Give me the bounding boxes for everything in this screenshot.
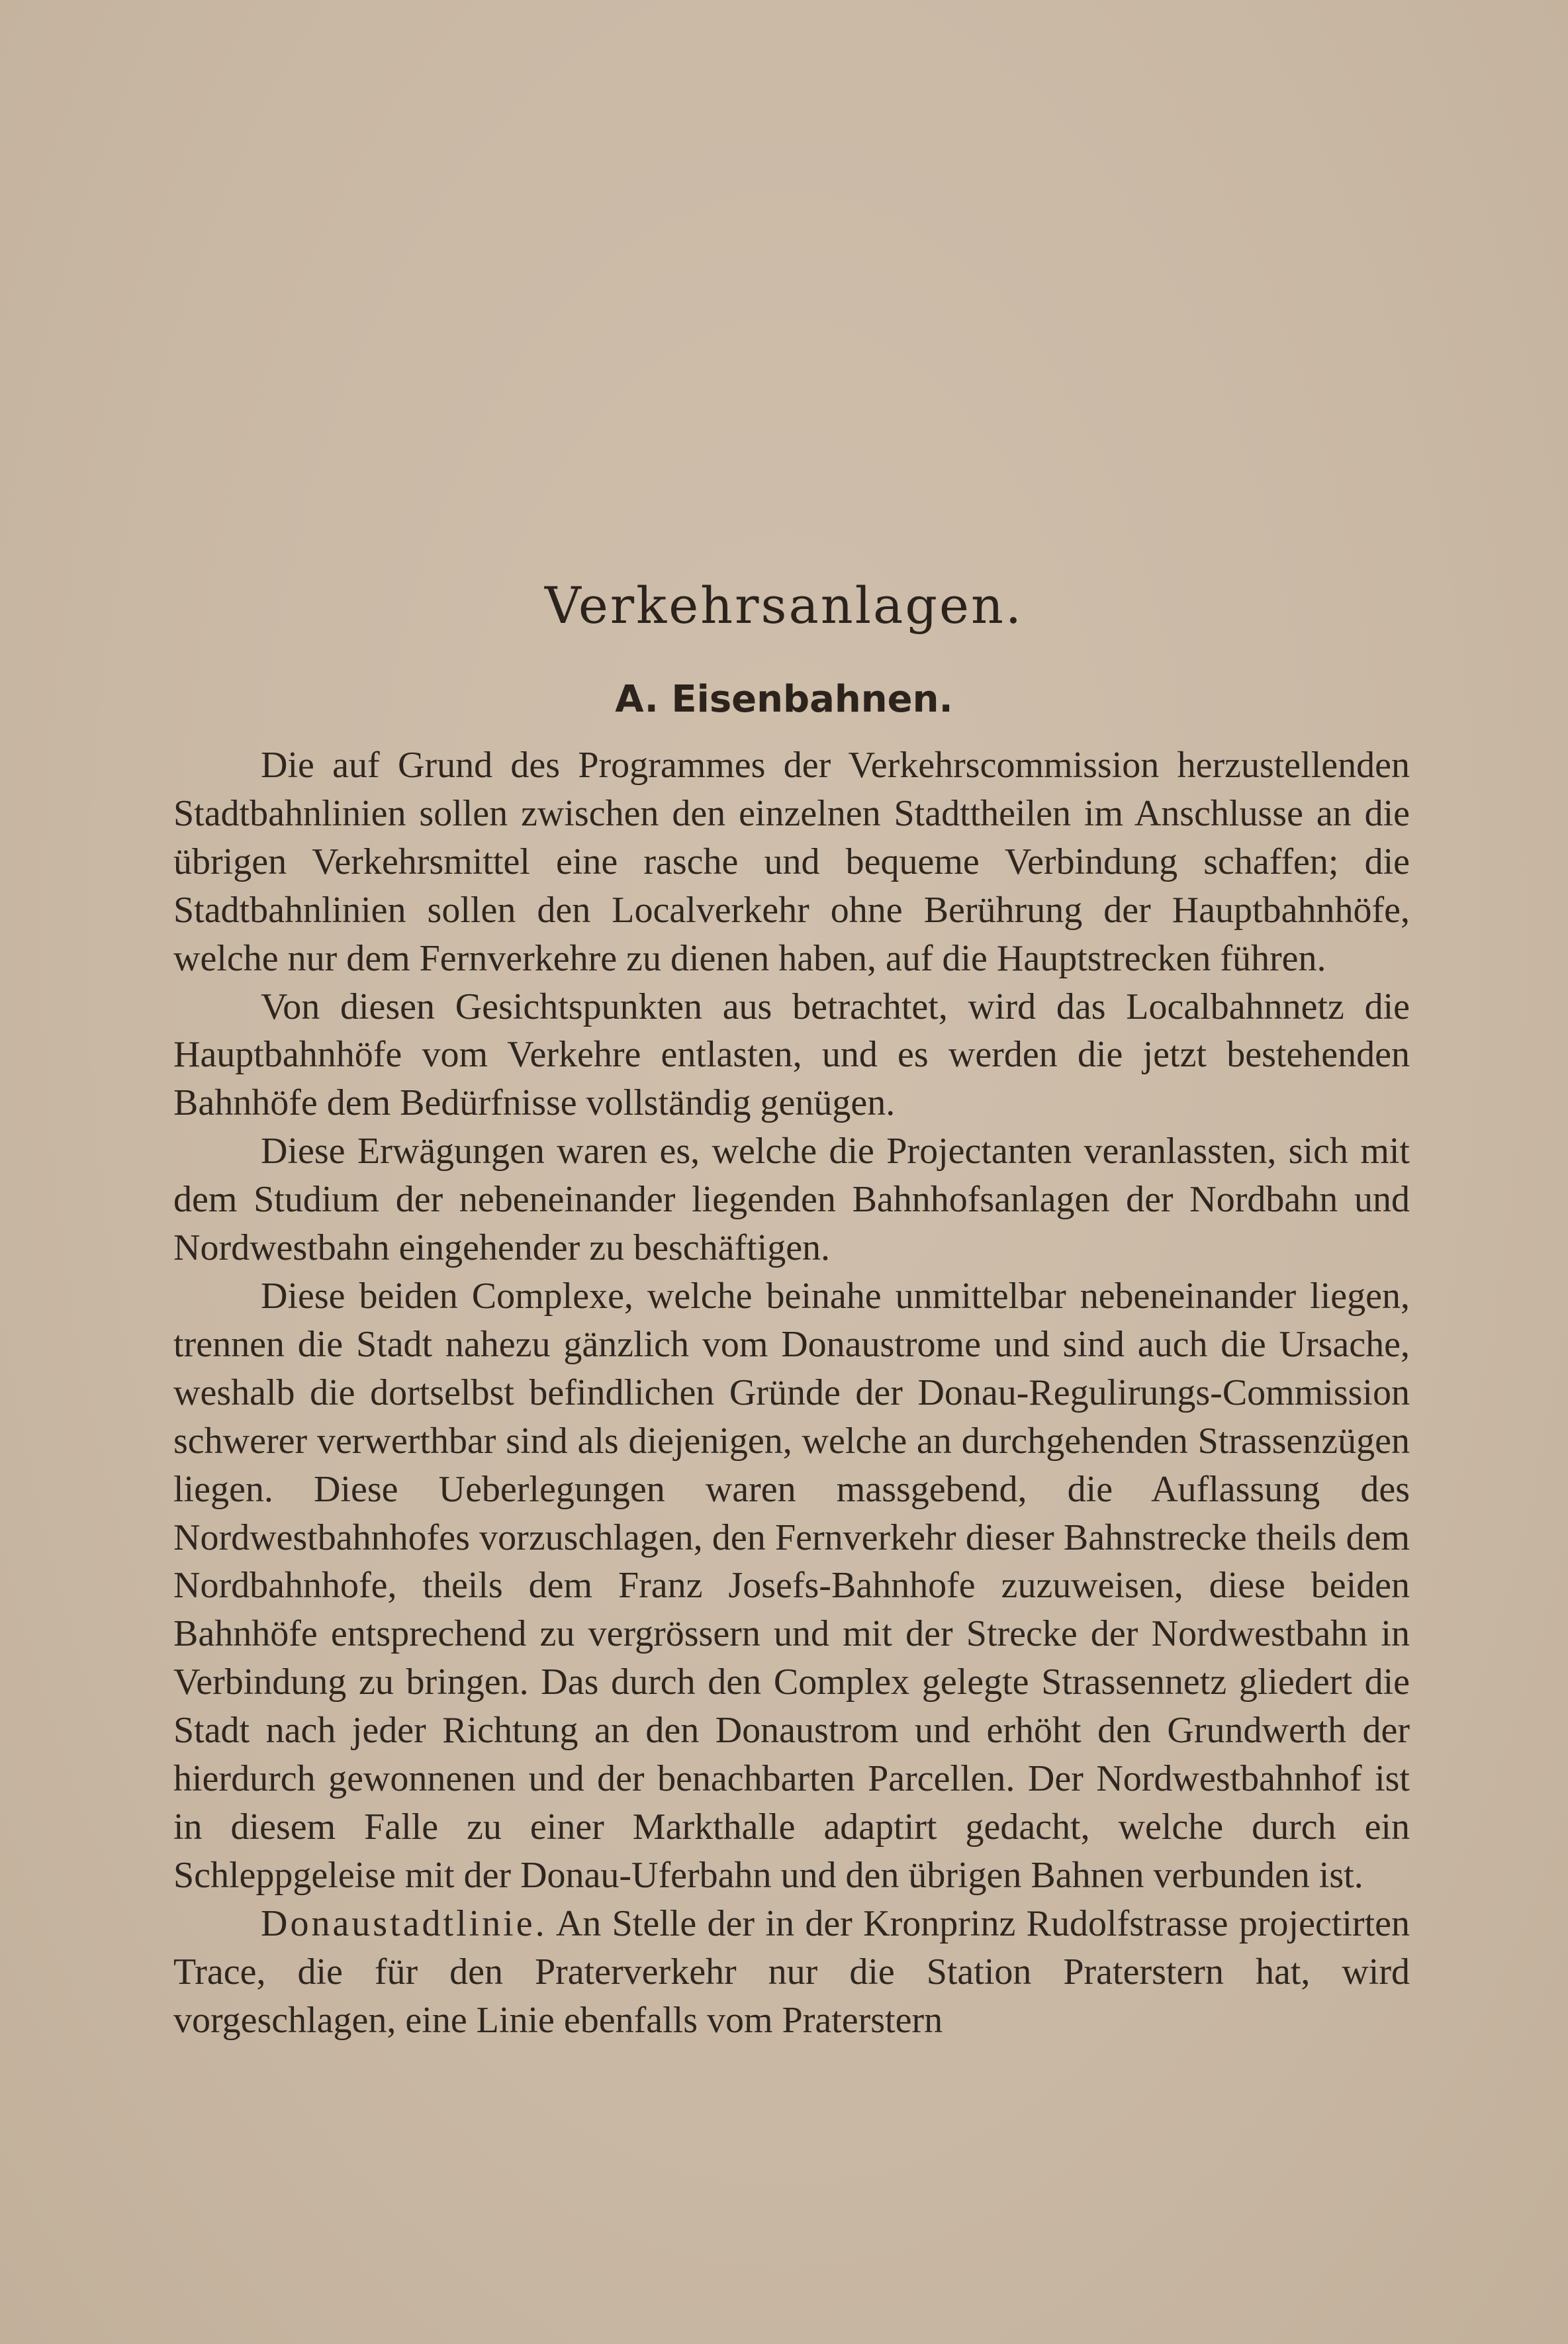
body-text <box>173 741 1410 2044</box>
paragraph <box>173 1900 1410 2045</box>
paragraph-text: An Stelle der in der Kronprinz Rudolfstrasse projectirten Trace, die für den Praterverkehr nur die Station Praterstern hat, wird vorgeschlagen, eine Linie ebenfalls vom Praterstern <box>173 1902 1410 2041</box>
page-title: Verkehrsanlagen. <box>544 576 1024 635</box>
section-heading: A. Eisenbahnen. <box>615 678 953 721</box>
paragraph-text: Die auf Grund des Programmes der Verkehrscommission herzustellenden Stadtbahnlinien sollen zwischen den einzelnen Stadttheilen im Anschlusse an die übrigen Verkehrsmittel eine rasche und bequeme Verbindung schaffen; die Stadtbahnlinien sollen den Localverkehr ohne Berührung der Hauptbahnhöfe, welche nur dem Fernverkehre zu dienen haben, auf die Hauptstrecken führen. <box>173 745 1410 979</box>
paragraph-text: Diese Erwägungen waren es, welche die Projectanten veranlassten, sich mit dem Studium der nebeneinander liegenden Bahnhofsanlagen der Nordbahn und Nordwestbahn eingehender zu beschäftigen. <box>173 1131 1410 1269</box>
paragraph-text: Von diesen Gesichtspunkten aus betrachtet, wird das Localbahnnetz die Hauptbahnhöfe vom Verkehre entlasten, und es werden die jetzt bestehenden Bahnhöfe dem Bedürfnisse vollständig genügen. <box>173 986 1410 1124</box>
paragraph-lead: Donaustadtlinie. <box>261 1902 547 1944</box>
paragraph-text: Diese beiden Complexe, welche beinahe unmittelbar nebeneinander liegen, trennen die Stadt nahezu gänzlich vom Donaustrome und sind auch die Ursache, weshalb die dortselbst befindlichen Gründe der Donau-Regulirungs-Commission schwerer verwerthbar sind als diejenigen, welche an durchgehenden Strassenzügen liegen. Diese Ueberlegungen waren massgebend, die Auflassung des Nordwestbahnhofes vorzuschlagen, den Fernverkehr dieser Bahnstrecke theils dem Nordbahnhofe, theils dem Franz Josefs-Bahnhofe zuzuweisen, diese beiden Bahnhöfe entsprechend zu vergrössern und mit der Strecke der Nordwestbahn in Verbindung zu bringen. Das durch den Complex gelegte Strassennetz gliedert die Stadt nach jeder Richtung an den Donaustrom und erhöht den Grundwerth der hierdurch gewonnenen und der benachbarten Parcellen. Der Nordwestbahnhof ist in diesem Falle zu einer Markthalle adaptirt gedacht, welche durch ein Schleppgeleise mit der Donau-Uferbahn und den übrigen Bahnen verbunden ist. <box>173 1275 1410 1896</box>
paragraph <box>173 983 1410 1128</box>
paragraph <box>173 1127 1410 1272</box>
paragraph <box>173 1272 1410 1900</box>
paragraph <box>173 741 1410 983</box>
